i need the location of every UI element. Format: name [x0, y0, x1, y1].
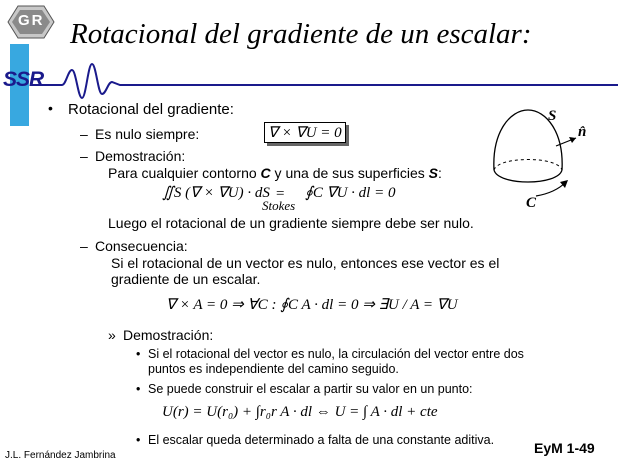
figure-label-s: S: [548, 108, 557, 124]
footer-author: J.L. Fernández Jambrina: [5, 450, 116, 461]
gr-logo-text: GR: [18, 12, 45, 29]
small-bullet-c: •: [136, 433, 141, 447]
surface-contour-figure: [488, 102, 600, 212]
gr-logo: [6, 4, 56, 40]
bullet-c: El escalar queda determinado a falta de una constante aditiva.: [148, 433, 495, 447]
small-bullet-a: •: [136, 347, 141, 361]
stokes-formula-right: ∮C ∇U · dl = 0: [305, 185, 396, 201]
contour-back: [494, 160, 562, 171]
bullet-main: Rotacional del gradiente:: [68, 101, 234, 118]
chevron-bullet: »: [108, 327, 116, 343]
demostracion-2: Demostración:: [123, 327, 214, 343]
para-contorno-text-3: :: [438, 165, 442, 181]
dash-3: –: [80, 238, 88, 254]
para-contorno-s: S: [428, 165, 438, 181]
sub-demostracion: Demostración:: [95, 148, 186, 164]
bullet-a-line-1: Si el rotacional del vector es nulo, la circulación del vector entre dos: [148, 347, 524, 361]
stokes-label: Stokes: [262, 198, 296, 213]
construct-formula: U(r) = U(r₀) + ∫r₀r A · dl ⇔ U = ∫ A · dl + cte: [162, 404, 438, 420]
consecuencia-line-2: gradiente de un escalar.: [111, 271, 261, 287]
stokes-formula-left: ∬S (∇ × ∇U) · dS: [162, 185, 270, 201]
formula-rot-grad-zero: ∇ × ∇U = 0: [264, 122, 346, 143]
figure-label-n: n̂: [578, 124, 587, 140]
consecuencia-formula: ∇ × A = 0 ⇒ ∀C : ∮C A · dl = 0 ⇒ ∃U / A = ∇U: [166, 297, 458, 313]
contour-front: [494, 170, 562, 182]
para-contorno-text-1: Para cualquier contorno: [108, 165, 261, 181]
small-bullet-b: •: [136, 382, 141, 396]
para-contorno-c: C: [260, 165, 271, 181]
consecuencia-line-1: Si el rotacional de un vector es nulo, entonces ese vector es el: [111, 255, 500, 271]
dash-2: –: [80, 148, 88, 164]
slide-number: EyM 1-49: [534, 440, 595, 456]
figure-label-c: C: [526, 195, 537, 211]
bullet-a-line-2: puntos es independiente del camino seguido.: [148, 362, 399, 376]
stokes-eq: =: [276, 186, 285, 202]
bullet-b: Se puede construir el escalar a partir su valor en un punto:: [148, 382, 473, 396]
ssr-logo-text: SSR: [3, 68, 44, 91]
contour-direction-arrow: [536, 182, 566, 196]
luego-text: Luego el rotacional de un gradiente siempre debe ser nulo.: [108, 215, 474, 231]
bullet-dot: •: [48, 100, 53, 116]
dash-1: –: [80, 126, 88, 142]
header-wave-rule: [30, 60, 619, 100]
sub-consecuencia: Consecuencia:: [95, 238, 188, 254]
sub-es-nulo: Es nulo siempre:: [95, 126, 200, 142]
page-title: Rotacional del gradiente de un escalar:: [70, 18, 532, 50]
para-contorno-text-2: y una de sus superficies: [270, 165, 429, 181]
para-contorno: [108, 165, 442, 181]
